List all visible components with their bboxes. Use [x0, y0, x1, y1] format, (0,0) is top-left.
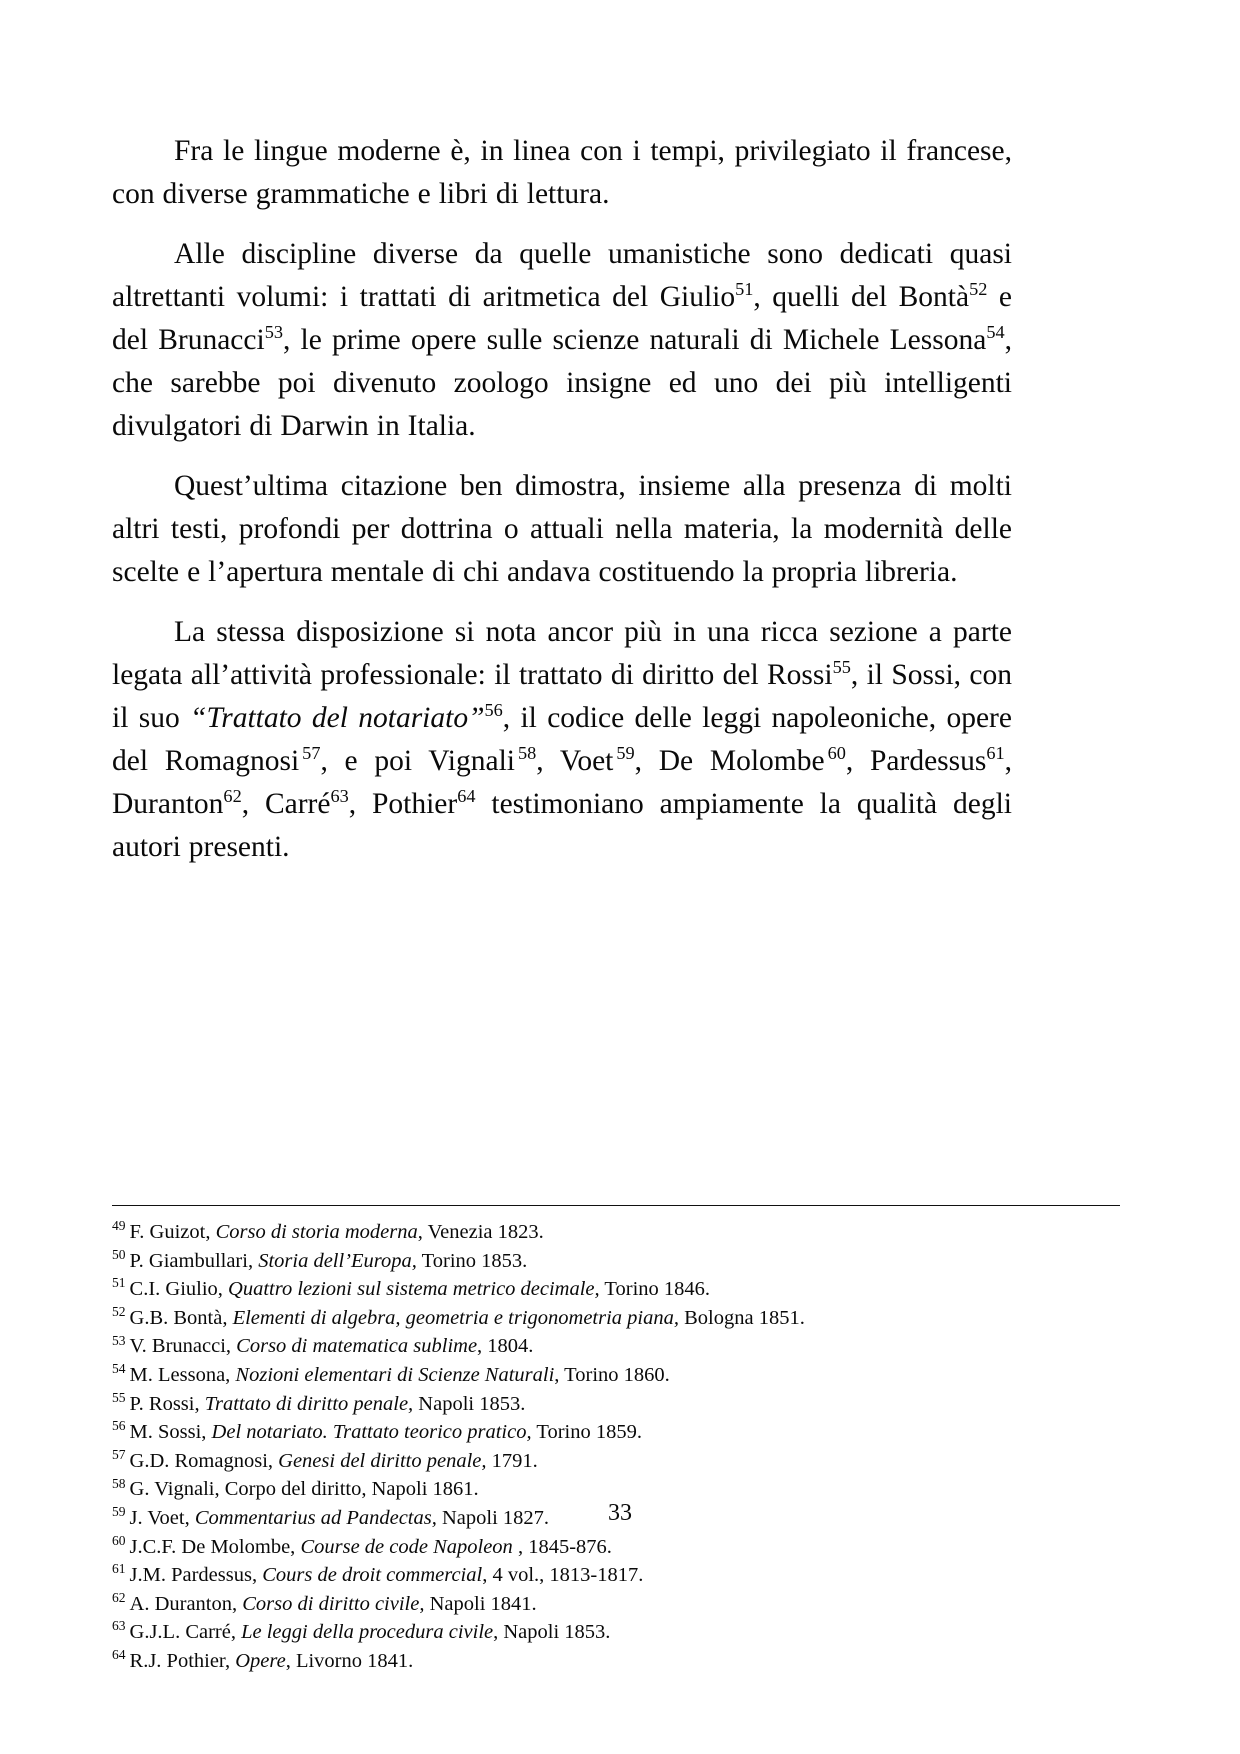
footnote-marker: 63	[112, 1618, 126, 1634]
text-run: , 1804.	[477, 1335, 534, 1358]
text-run: 1791.	[486, 1449, 538, 1472]
page-number: 33	[608, 1500, 632, 1526]
footnote-marker: 62	[112, 1589, 126, 1605]
text-run: Quest’ultima citazione ben dimostra, insieme alla presenza di molti altri testi, profondi per dottrina o attuali nella materia, la modernità delle scelte e l’apertura mentale di chi andava costituendo la propria libreria.	[112, 470, 1012, 588]
footnote-item	[112, 1304, 1122, 1333]
footnote-reference[interactable]: 52	[969, 279, 988, 300]
italic-title: Corso di diritto civile,	[242, 1592, 425, 1615]
footnote-marker: 58	[112, 1475, 126, 1491]
text-run: R.J. Pothier,	[129, 1649, 236, 1672]
text-run: , Carré	[241, 788, 331, 820]
footnote-marker: 54	[112, 1361, 126, 1377]
text-run: J.C.F. De Molombe,	[129, 1535, 301, 1558]
footnote-marker: 49	[112, 1218, 126, 1234]
footnote-item	[112, 1561, 1122, 1590]
italic-title: Del notariato. Trattato teorico pratico,	[211, 1421, 532, 1444]
footnote-reference[interactable]: 64	[457, 786, 476, 807]
footnote-reference[interactable]: 61	[986, 743, 1005, 764]
text-run: G.B. Bontà,	[129, 1306, 233, 1329]
text-run: , che sarebbe poi divenuto zoologo insigne ed uno dei più intelligenti divulgatori di Darwin in Italia.	[112, 324, 1012, 442]
text-run: e del Brunacci	[112, 281, 1012, 356]
text-run: A. Duranton,	[129, 1592, 243, 1615]
italic-title: Le leggi della procedura civile	[241, 1621, 494, 1644]
footnote-item	[112, 1390, 1122, 1419]
italic-title: Cours de droit commercial	[262, 1564, 483, 1587]
text-run: , il codice delle leggi napoleoniche, opere del Romagnosi	[112, 702, 1012, 777]
text-run: M. Sossi,	[129, 1421, 212, 1444]
footnote-reference[interactable]: 54	[986, 322, 1005, 343]
text-run: , Duranton	[112, 745, 1013, 820]
footnote-reference[interactable]: 57	[302, 743, 321, 764]
italic-title: Genesi del diritto penale,	[278, 1449, 487, 1472]
paragraph	[112, 465, 1012, 594]
text-run: Torino 1853.	[416, 1249, 528, 1272]
text-run: La stessa disposizione si nota ancor più in una ricca sezione a parte legata all’attività professionale: il trattato di diritto del Rossi	[112, 616, 1012, 691]
footnote-marker: 57	[112, 1446, 126, 1462]
paragraph	[112, 611, 1012, 869]
text-run: , Livorno 1841.	[285, 1649, 414, 1672]
text-run: testimoniano ampiamente la qualità degli autori presenti.	[112, 788, 1012, 863]
footnote-item	[112, 1533, 1122, 1562]
footnote-item	[112, 1361, 1122, 1390]
text-run: , De Molombe	[634, 745, 825, 777]
footnote-reference[interactable]: 55	[832, 657, 851, 678]
text-run: , le prime opere sulle scienze naturali di Michele Lessona	[282, 324, 987, 356]
footnote-reference[interactable]: 56	[484, 700, 503, 721]
footnote-item	[112, 1418, 1122, 1447]
footnote-marker: 61	[112, 1561, 126, 1577]
text-run: G.J.L. Carré,	[129, 1621, 242, 1644]
text-run: , Torino 1860.	[554, 1363, 670, 1386]
text-run: F. Guizot,	[129, 1221, 216, 1243]
footnote-item	[112, 1590, 1122, 1619]
text-run: M. Lessona,	[129, 1363, 236, 1386]
text-run: , 4 vol., 1813-1817.	[482, 1564, 644, 1587]
footnote-reference[interactable]: 51	[735, 279, 754, 300]
italic-title: “Trattato del notariato”	[190, 702, 485, 734]
text-run: G. Vignali, Corpo del diritto, Napoli 1861.	[129, 1478, 479, 1501]
text-run: , quelli del Bontà	[753, 281, 970, 313]
text-run: Alle discipline diverse da quelle umanistiche sono dedicati quasi altrettanti volumi: i trattati di aritmetica del Giulio	[112, 238, 1012, 313]
text-run: , Pothier	[348, 788, 458, 820]
text-run: , Napoli 1853.	[493, 1621, 611, 1644]
footnote-marker: 51	[112, 1275, 126, 1291]
text-run: , il Sossi, con il suo	[112, 659, 1012, 734]
footnote-item	[112, 1218, 1122, 1247]
text-run: J. Voet,	[129, 1506, 195, 1529]
italic-title: Elementi di algebra, geometria e trigonometria piana,	[232, 1306, 679, 1329]
footnote-item	[112, 1275, 1122, 1304]
footnote-marker: 56	[112, 1418, 126, 1434]
footnote-item	[112, 1332, 1122, 1361]
text-run: , Pardessus	[845, 745, 987, 777]
text-run: Torino 1846.	[599, 1278, 711, 1301]
footnote-reference[interactable]: 53	[264, 322, 283, 343]
footnote-reference[interactable]: 60	[827, 743, 846, 764]
text-run: Torino 1859.	[531, 1421, 642, 1444]
footnote-item	[112, 1647, 1122, 1676]
paragraph	[112, 233, 1012, 448]
text-run: C.I. Giulio,	[129, 1278, 229, 1301]
footnote-marker: 50	[112, 1246, 126, 1262]
text-run: , e poi Vignali	[320, 745, 515, 777]
footnote-reference[interactable]: 59	[616, 743, 635, 764]
footnote-marker: 59	[112, 1504, 126, 1520]
footnote-marker: 52	[112, 1303, 126, 1319]
text-run: Fra le lingue moderne è, in linea con i tempi, privilegiato il francese, con diverse grammatiche e libri di lettura.	[112, 135, 1012, 210]
italic-title: Corso di matematica sublime	[236, 1335, 478, 1358]
italic-title: Storia dell’Europa,	[258, 1249, 417, 1272]
italic-title: Trattato di diritto penale,	[204, 1392, 414, 1415]
text-run: J.M. Pardessus,	[129, 1564, 263, 1587]
footnote-item	[112, 1618, 1122, 1647]
footnote-reference[interactable]: 58	[517, 743, 537, 764]
text-run: Napoli 1853.	[413, 1392, 526, 1415]
italic-title: Commentarius ad Pandectas,	[194, 1506, 437, 1529]
text-run: , 1845-876.	[512, 1535, 612, 1558]
text-run: Bologna 1851.	[678, 1306, 805, 1329]
paragraph	[112, 130, 1012, 216]
footnote-reference[interactable]: 62	[223, 786, 242, 807]
italic-title: Course de code Napoleon	[300, 1535, 513, 1558]
text-run: P. Rossi,	[129, 1392, 205, 1415]
text-run: , Venezia 1823.	[417, 1221, 544, 1243]
footnote-item	[112, 1447, 1122, 1476]
text-run: G.D. Romagnosi,	[129, 1449, 279, 1472]
footnote-marker: 55	[112, 1389, 126, 1405]
footnote-marker: 64	[112, 1647, 126, 1663]
footnote-separator-rule	[112, 1205, 1120, 1206]
text-run: Napoli 1827.	[436, 1506, 550, 1529]
italic-title: Quattro lezioni sul sistema metrico decimale,	[228, 1278, 600, 1301]
body-text-block	[112, 130, 1012, 869]
text-run: Napoli 1841.	[424, 1592, 537, 1615]
text-run: P. Giambullari,	[129, 1249, 259, 1272]
footnote-list	[112, 1218, 1122, 1676]
footnote-item	[112, 1247, 1122, 1276]
footnote-reference[interactable]: 63	[330, 786, 349, 807]
italic-title: Nozioni elementari di Scienze Naturali	[235, 1363, 555, 1386]
italic-title: Opere	[235, 1649, 286, 1672]
text-run: V. Brunacci,	[129, 1335, 237, 1358]
text-run: , Voet	[536, 745, 614, 777]
footnote-marker: 53	[112, 1332, 126, 1348]
italic-title: Corso di storia moderna	[215, 1221, 418, 1243]
footnote-marker: 60	[112, 1532, 126, 1548]
